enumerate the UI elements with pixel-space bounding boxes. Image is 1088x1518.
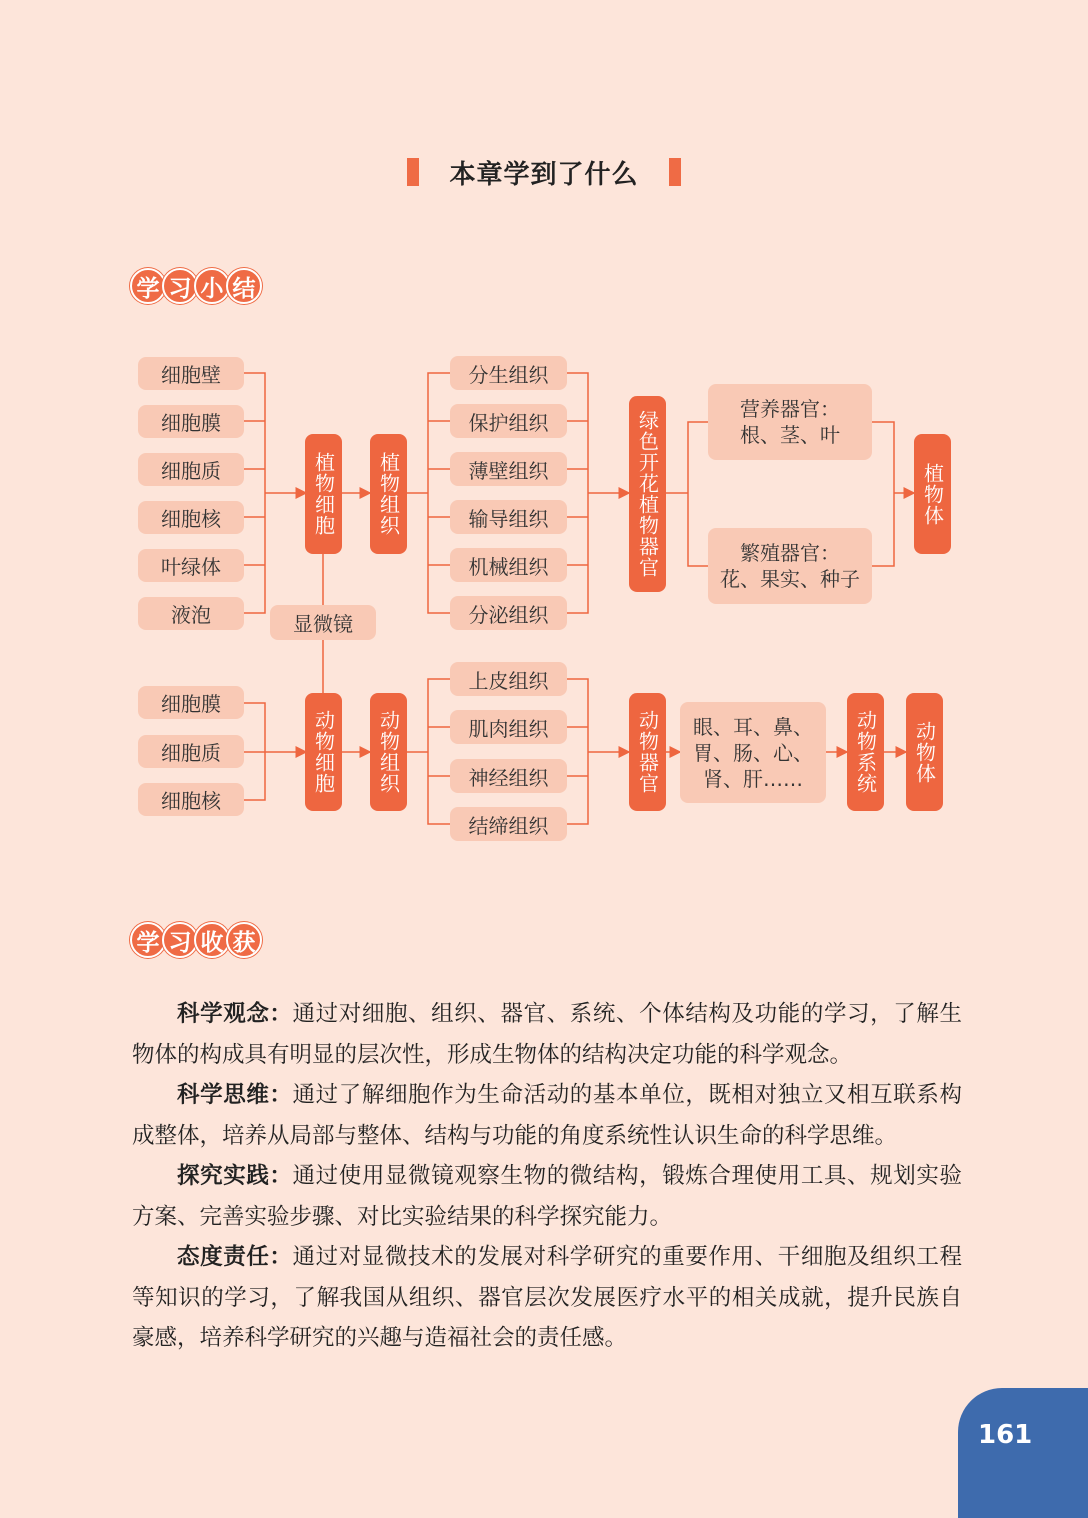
section-heading-char: 学 xyxy=(130,922,166,958)
section-heading-gains xyxy=(130,922,258,958)
section-heading-char: 收 xyxy=(194,922,230,958)
plant-tissue-item: 分生组织 xyxy=(450,356,567,390)
plant-tissue-box: 植物组织 xyxy=(370,434,407,554)
paragraph-label: 科学观念： xyxy=(177,1001,293,1027)
plant-part-item: 细胞核 xyxy=(138,501,244,534)
paragraph-label: 科学思维： xyxy=(177,1082,293,1108)
nutrition-organ-box: 营养器官： 根、茎、叶 xyxy=(708,384,872,460)
microscope-label: 显微镜 xyxy=(270,605,376,640)
reproduction-organ-box: 繁殖器官： 花、果实、种子 xyxy=(708,528,872,604)
paragraph-text: 通过对细胞、组织、器官、系统、个体结构及功能的学习，了解生物体的构成具有明显的层次性，形成生物体的结构决定功能的科学观念。 xyxy=(132,1001,962,1068)
section-heading-char: 习 xyxy=(162,268,198,304)
animal-tissue-item: 肌肉组织 xyxy=(450,710,567,744)
plant-tissue-item: 保护组织 xyxy=(450,404,567,438)
animal-cell-box: 动物细胞 xyxy=(305,693,342,811)
paragraph-text: 通过使用显微镜观察生物的微结构，锻炼合理使用工具、规划实验方案、完善实验步骤、对比实验结果的科学探究能力。 xyxy=(132,1163,962,1230)
animal-organ-box: 动物器官 xyxy=(629,693,666,811)
plant-tissue-item: 机械组织 xyxy=(450,548,567,582)
paragraph-attitude-responsibility xyxy=(132,1237,962,1359)
plant-tissue-item: 输导组织 xyxy=(450,500,567,534)
page-title: 本章学到了什么 xyxy=(449,160,639,190)
animal-part-item: 细胞核 xyxy=(138,783,244,816)
paragraph-label: 态度责任： xyxy=(177,1244,293,1270)
paragraph-text: 通过对显微技术的发展对科学研究的重要作用、干细胞及组织工程等知识的学习，了解我国从组织、器官层次发展医疗水平的相关成就，提升民族自豪感，培养科学研究的兴趣与造福社会的责任感。 xyxy=(132,1244,962,1351)
page-number: 161 xyxy=(978,1420,1033,1450)
paragraph-scientific-thinking xyxy=(132,1075,962,1156)
plant-tissue-item: 薄壁组织 xyxy=(450,452,567,486)
plant-part-item: 细胞膜 xyxy=(138,405,244,438)
plant-body-box: 植物体 xyxy=(914,434,951,554)
plant-part-item: 叶绿体 xyxy=(138,549,244,582)
plant-tissue-item: 分泌组织 xyxy=(450,596,567,630)
flowering-plant-organ-box: 绿色开花植物器官 xyxy=(629,396,666,592)
plant-part-item: 细胞壁 xyxy=(138,357,244,390)
section-heading-char: 小 xyxy=(194,268,230,304)
paragraph-text: 通过了解细胞作为生命活动的基本单位，既相对独立又相互联系构成整体，培养从局部与整体、结构与功能的角度系统性认识生命的科学思维。 xyxy=(132,1082,962,1149)
plant-cell-box: 植物细胞 xyxy=(305,434,342,554)
paragraph-label: 探究实践： xyxy=(177,1163,293,1189)
plant-part-item: 细胞质 xyxy=(138,453,244,486)
animal-tissue-item: 神经组织 xyxy=(450,759,567,793)
animal-organ-examples: 眼、耳、鼻、 胃、肠、心、 肾、肝…… xyxy=(680,702,826,803)
animal-part-item: 细胞质 xyxy=(138,735,244,768)
paragraph-scientific-concept xyxy=(132,994,962,1075)
animal-body-box: 动物体 xyxy=(906,693,943,811)
animal-tissue-item: 上皮组织 xyxy=(450,662,567,696)
section-heading-char: 学 xyxy=(130,268,166,304)
animal-tissue-item: 结缔组织 xyxy=(450,807,567,841)
paragraph-inquiry-practice xyxy=(132,1156,962,1237)
plant-part-item: 液泡 xyxy=(138,597,244,630)
animal-tissue-box: 动物组织 xyxy=(370,693,407,811)
page-number-tab xyxy=(958,1388,1088,1518)
section-heading-char: 结 xyxy=(226,268,262,304)
animal-system-box: 动物系统 xyxy=(847,693,884,811)
animal-part-item: 细胞膜 xyxy=(138,686,244,719)
section-heading-char: 获 xyxy=(226,922,262,958)
section-heading-char: 习 xyxy=(162,922,198,958)
